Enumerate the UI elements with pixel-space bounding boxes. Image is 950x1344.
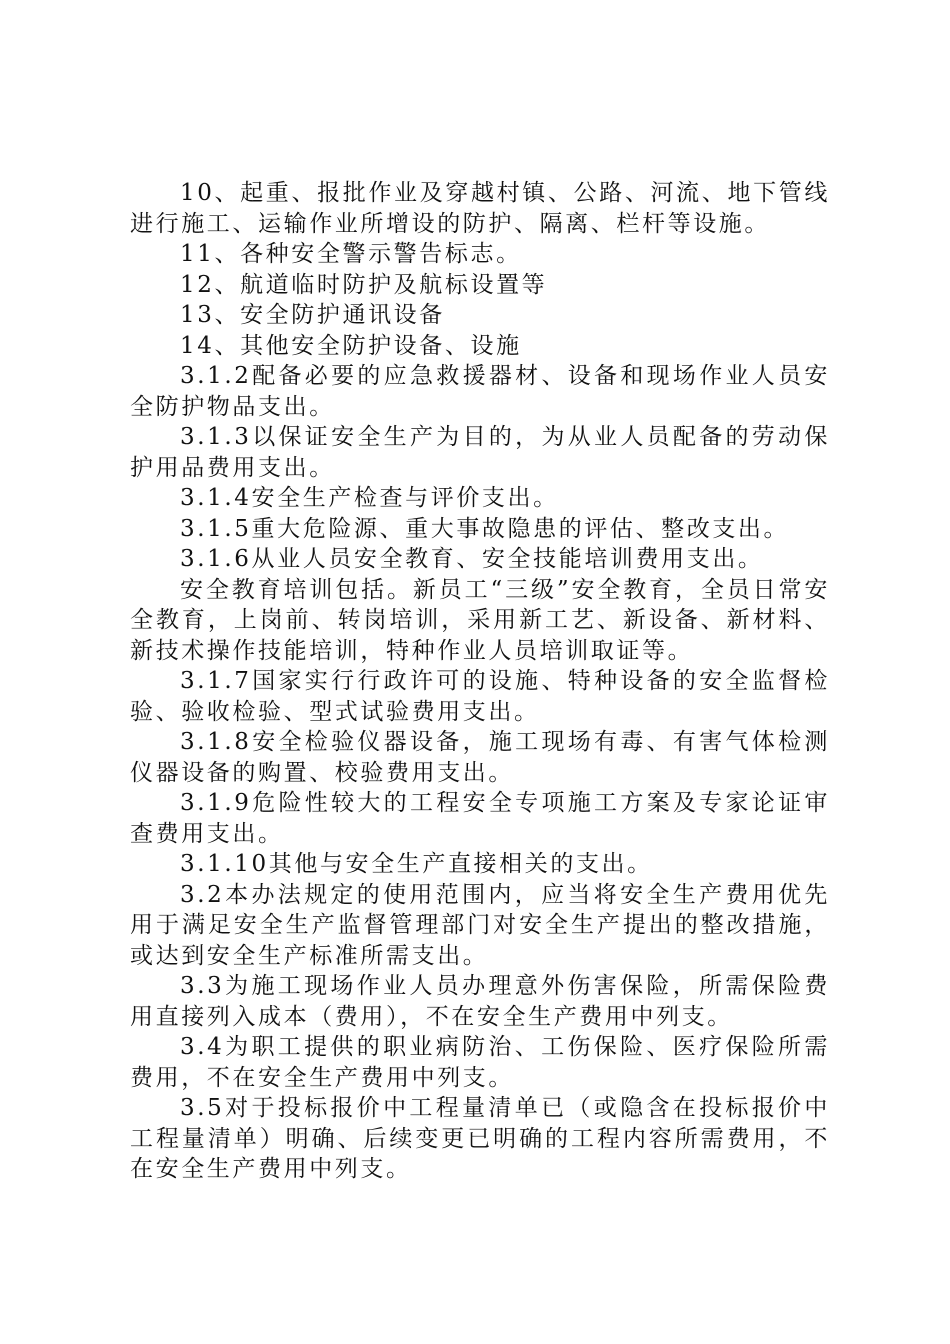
paragraph-3-1-4: 3.1.4安全生产检查与评价支出。 xyxy=(180,485,559,511)
paragraph-item-11: 11、各种安全警示警告标志。 xyxy=(180,241,522,267)
paragraph-3-1-8: 3.1.8安全检验仪器设备，施工现场有毒、有害气体检测仪器设备的购置、校验费用支出。 xyxy=(130,729,830,786)
paragraph-training-content: 安全教育培训包括。新员工“三级”安全教育，全员日常安全教育，上岗前、转岗培训，采用新工艺、新设备、新材料、新技术操作技能培训，特种作业人员培训取证等。 xyxy=(130,576,830,664)
paragraph-item-13: 13、安全防护通讯设备 xyxy=(180,302,445,328)
paragraph-3-1-7: 3.1.7国家实行行政许可的设施、特种设备的安全监督检验、验收检验、型式试验费用支出。 xyxy=(130,668,830,725)
paragraph-item-10: 10、起重、报批作业及穿越村镇、公路、河流、地下管线进行施工、运输作业所增设的防护、隔离、栏杆等设施。 xyxy=(130,180,830,237)
paragraph-3-1-9: 3.1.9危险性较大的工程安全专项施工方案及专家论证审查费用支出。 xyxy=(130,790,830,847)
paragraph-3-1-2: 3.1.2配备必要的应急救援器材、设备和现场作业人员安全防护物品支出。 xyxy=(130,363,830,420)
paragraph-3-1-6: 3.1.6从业人员安全教育、安全技能培训费用支出。 xyxy=(180,546,764,572)
paragraph-item-12: 12、航道临时防护及航标设置等 xyxy=(180,271,548,298)
paragraph-3-1-5: 3.1.5重大危险源、重大事故隐患的评估、整改支出。 xyxy=(180,515,790,542)
document-body xyxy=(130,178,830,1185)
paragraph-item-14: 14、其他安全防护设备、设施 xyxy=(180,332,522,359)
paragraph-3-4: 3.4为职工提供的职业病防治、工伤保险、医疗保险所需费用，不在安全生产费用中列支。 xyxy=(130,1034,830,1091)
paragraph-3-5: 3.5对于投标报价中工程量清单已（或隐含在投标报价中工程量清单）明确、后续变更已明确的工程内容所需费用，不在安全生产费用中列支。 xyxy=(130,1095,830,1182)
paragraph-3-1-3: 3.1.3以保证安全生产为目的，为从业人员配备的劳动保护用品费用支出。 xyxy=(130,424,830,481)
paragraph-3-3: 3.3为施工现场作业人员办理意外伤害保险，所需保险费用直接列入成本（费用），不在安全生产费用中列支。 xyxy=(130,973,830,1030)
paragraph-3-2: 3.2本办法规定的使用范围内，应当将安全生产费用优先用于满足安全生产监督管理部门对安全生产提出的整改措施，或达到安全生产标准所需支出。 xyxy=(130,881,830,969)
paragraph-3-1-10: 3.1.10其他与安全生产直接相关的支出。 xyxy=(180,851,653,877)
